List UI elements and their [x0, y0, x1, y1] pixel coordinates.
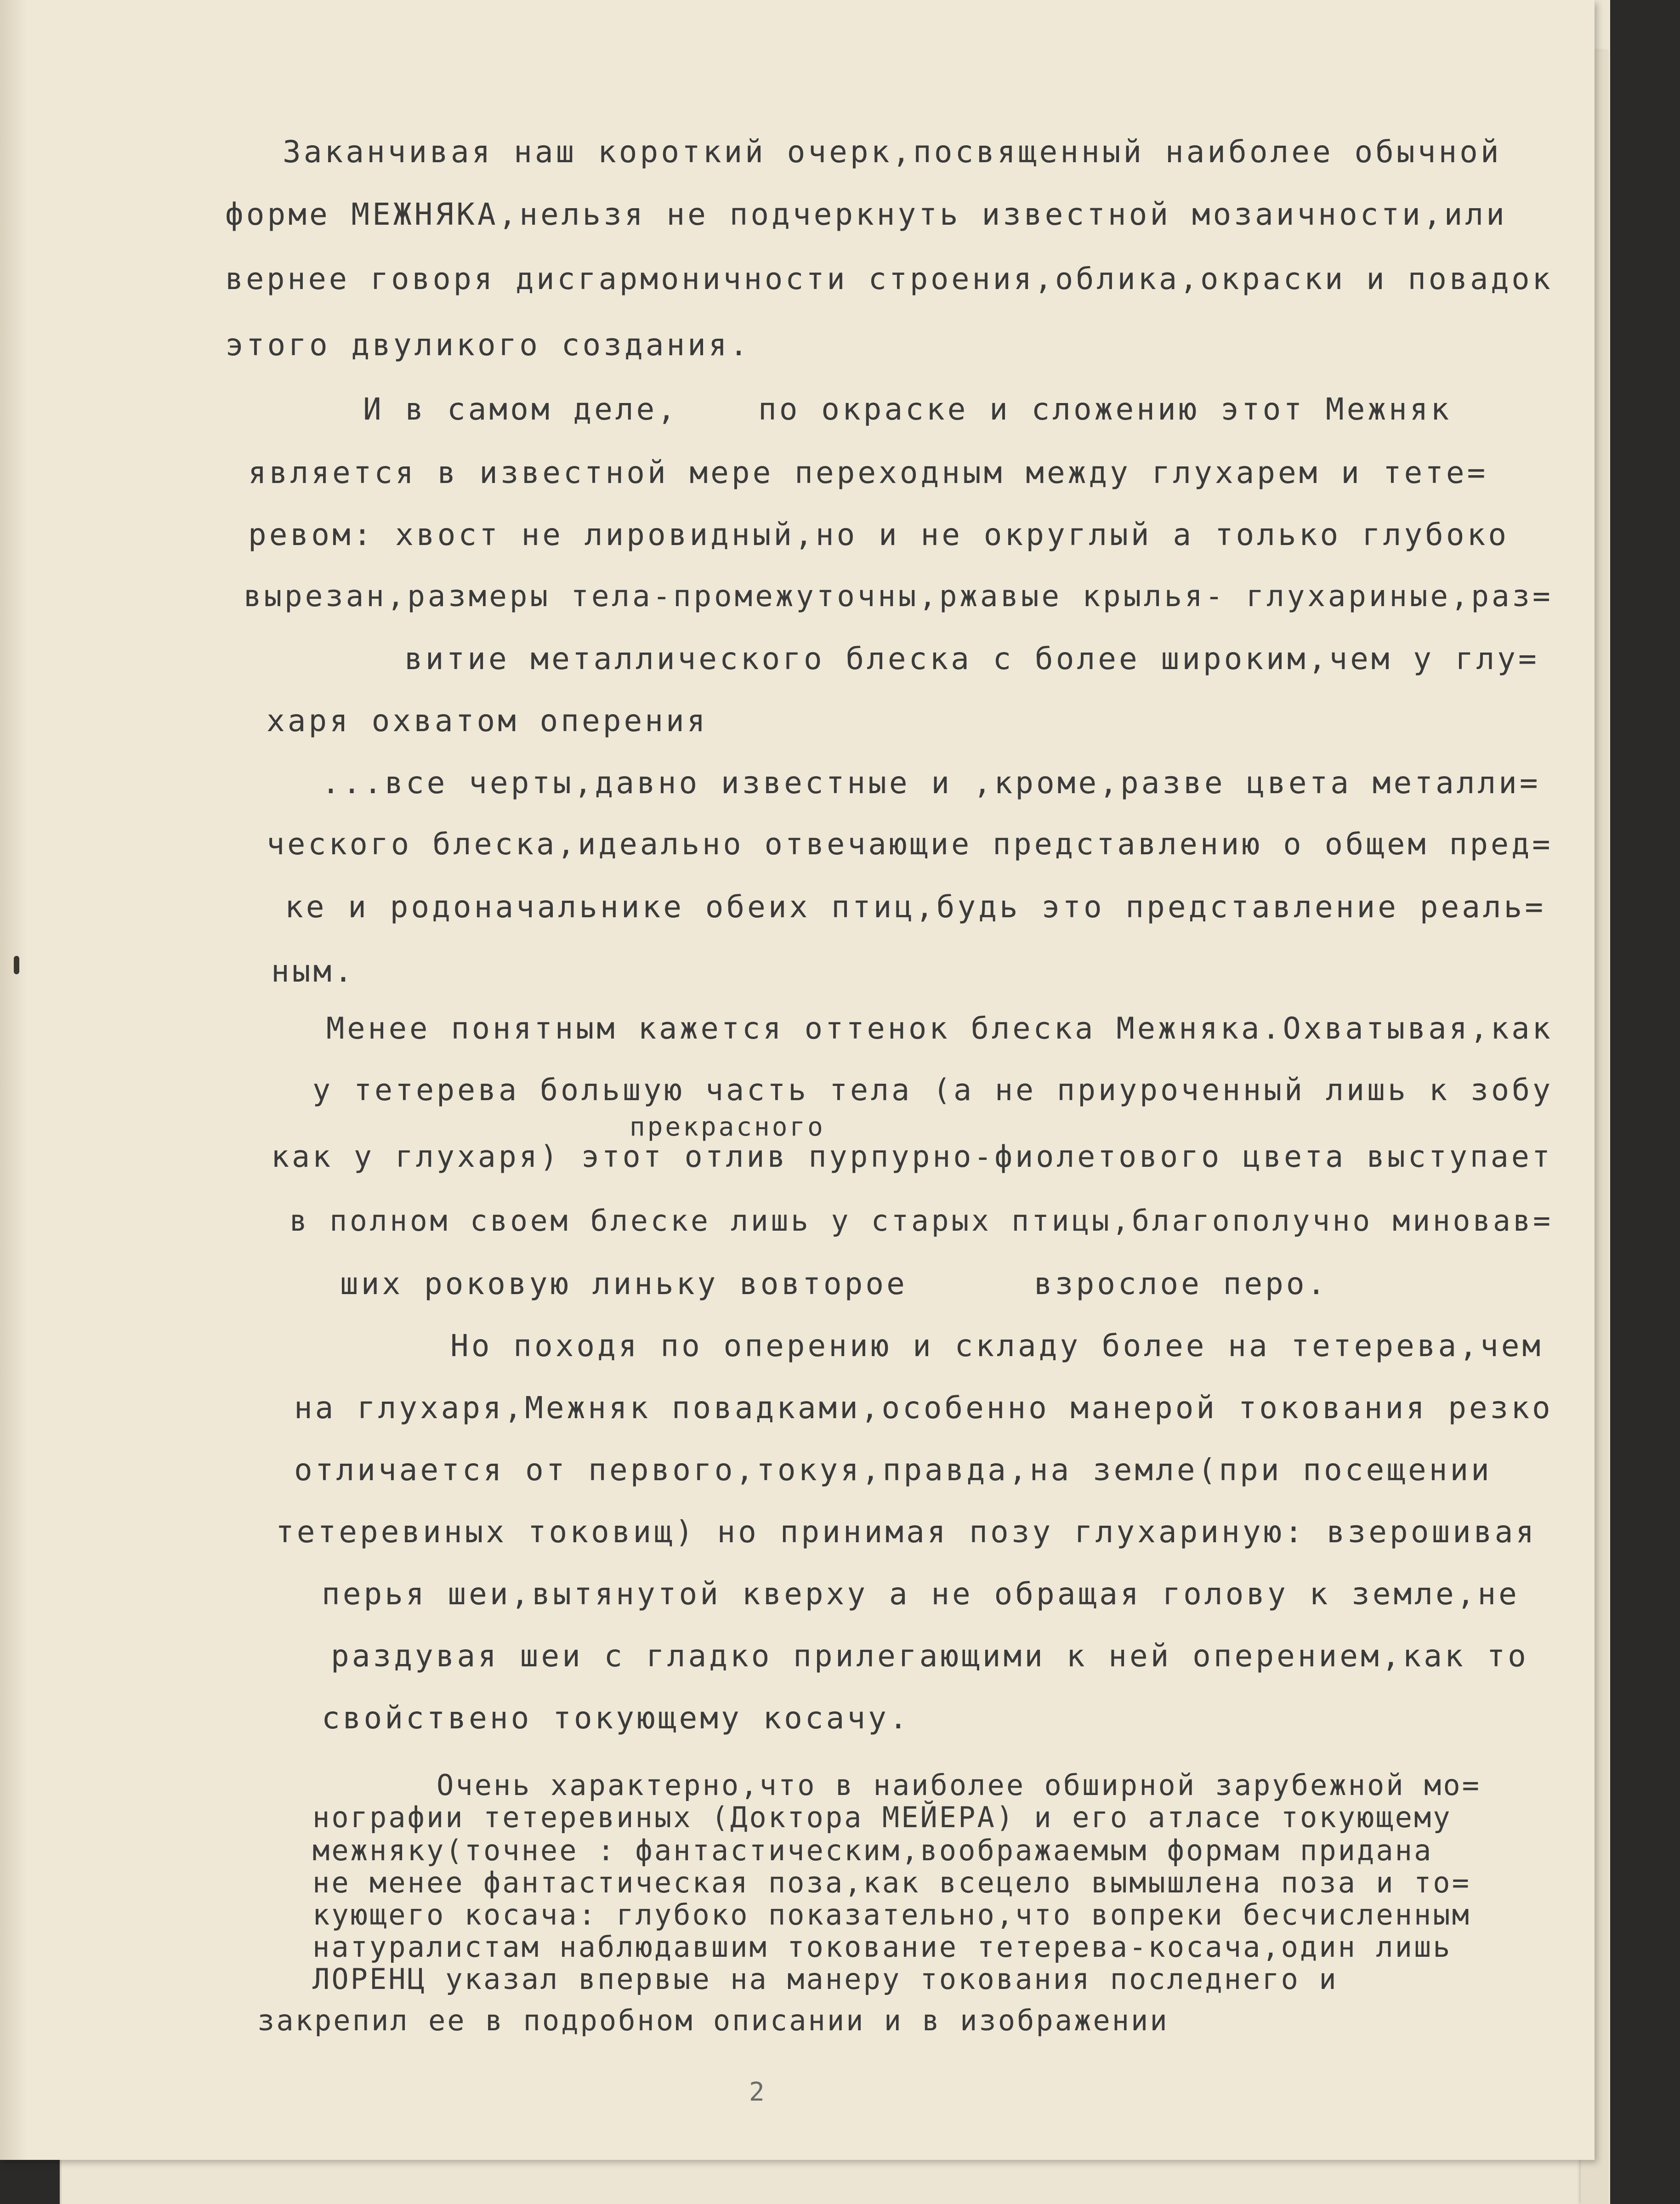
text-line: на глухаря,Межняк повадками,особенно манерой токования резко — [294, 1390, 1553, 1426]
text-line: у тетерева большую часть тела (а не приуроченный лишь к зобу — [312, 1073, 1553, 1108]
text-line: ревом: хвост не лировидный,но и не округлый а только глубоко — [248, 517, 1510, 552]
text-line: ным. — [271, 954, 355, 989]
text-line: Менее понятным кажется оттенок блеска Межняка.Охватывая,как — [326, 1011, 1553, 1046]
text-line: ке и родоначальнике обеих птиц,будь это представление реаль= — [285, 889, 1546, 925]
text-line: взрослое перо. — [1034, 1266, 1328, 1301]
text-line: не менее фантастическая поза,как всецело вымышлена поза и то= — [312, 1866, 1471, 1899]
text-line: тетеревиных токовищ) но принимая позу глухариную: взерошивая — [276, 1514, 1537, 1550]
text-line: межняку(точнее : фантастическим,воображаемым формам придана — [312, 1834, 1433, 1867]
text-line: перья шеи,вытянутой кверху а не обращая голову к земле,не — [322, 1576, 1520, 1612]
text-line: отличается от первого,токуя,правда,на земле(при посещении — [294, 1452, 1492, 1488]
text-line: И в самом деле, — [363, 392, 679, 427]
text-line: ших роковую линьку вовторое — [340, 1266, 908, 1301]
text-line: Очень характерно,что в наиболее обширной зарубежной мо= — [437, 1768, 1481, 1802]
text-line: кующего косача: глубоко показательно,что вопреки бесчисленным — [312, 1898, 1471, 1931]
text-line: ЛОРЕНЦ указал впервые на манеру токования последнего и — [312, 1962, 1338, 1996]
text-line: Заканчивая наш короткий очерк,посвященный наиболее обычной — [283, 134, 1502, 170]
text-line: этого двуликого создания. — [225, 327, 751, 363]
text-line: по окраске и сложению этот Межняк — [758, 392, 1452, 427]
text-line: харя охватом оперения — [267, 703, 708, 738]
inserted-word: прекрасного — [630, 1112, 825, 1142]
text-line: ческого блеска,идеально отвечающие представлению о общем пред= — [267, 827, 1553, 862]
text-line: вырезан,размеры тела-промежуточны,ржавые крылья- глухариные,раз= — [244, 579, 1553, 613]
text-line: вернее говоря дисгармоничности строения,облика,окраски и повадок — [225, 262, 1553, 296]
text-line: как у глухаря) этот отлив пурпурно-фиолетового цвета выступает — [271, 1140, 1553, 1174]
text-line: в полном своем блеске лишь у старых птицы,благополучно миновав= — [289, 1204, 1553, 1238]
text-line: закрепил ее в подробном описании и в изображении — [257, 2004, 1169, 2037]
text-line: ...все черты,давно известные и ,кроме,разве цвета металли= — [322, 765, 1541, 801]
page-number: 2 — [749, 2077, 765, 2107]
text-line: натуралистам наблюдавшим токование тетерева-косача,один лишь — [312, 1930, 1452, 1964]
text-line: форме МЕЖНЯКА,нельзя не подчеркнуть известной мозаичности,или — [225, 197, 1507, 232]
text-line: свойствено токующему косачу. — [322, 1700, 910, 1736]
text-line: Но походя по оперению и складу более на тетерева,чем — [450, 1328, 1544, 1363]
text-line: витие металлического блеска с более широким,чем у глу= — [404, 641, 1539, 676]
text-line: раздувая шеи с гладко прилегающими к ней оперением,как то — [331, 1638, 1529, 1674]
text-line: является в известной мере переходным между глухарем и тете= — [248, 455, 1488, 490]
binding-hole — [14, 956, 19, 974]
text-line: нографии тетеревиных (Доктора МЕЙЕРА) и его атласе токующему — [312, 1801, 1452, 1834]
